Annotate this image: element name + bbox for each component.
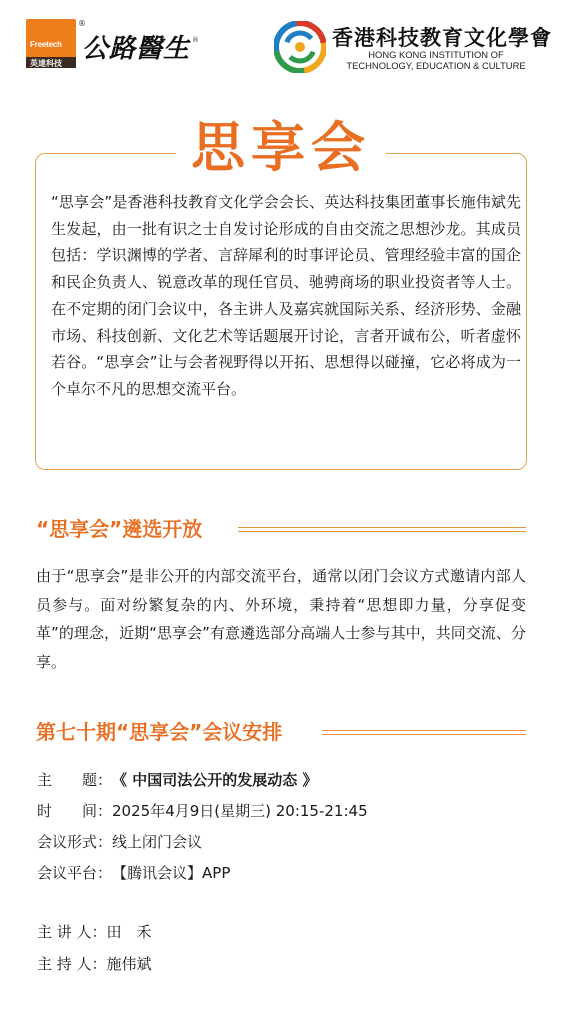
selection-paragraph: 由于“思享会”是非公开的内部交流平台，通常以闭门会议方式邀请内部人员参与。面对纷繁复杂的内、外环境，秉持着“思想即力量，分享促变革”的理念，近期“思享会”有意遴选部分高端人士参与其中，共同交流、分享。: [36, 567, 526, 671]
format-value: 线上闭门会议: [112, 833, 203, 851]
time-value: 2025年4月9日(星期三) 20:15-21:45: [112, 802, 368, 820]
hk-institution-en-name: [338, 49, 534, 71]
format-label: 会议形式：: [37, 833, 113, 851]
format-row: [37, 831, 202, 853]
speaker-row: [37, 921, 152, 943]
freetech-logo-en: Freetech: [30, 40, 62, 49]
time-label: 时 间：: [37, 802, 113, 820]
freetech-logo: [26, 19, 76, 68]
selection-section-heading: [36, 514, 526, 544]
topic-row: [37, 769, 317, 791]
registered-mark-2: ®: [192, 36, 199, 44]
host-row: [37, 953, 152, 975]
hk-en-line1: HONG KONG INSTITUTION OF: [368, 49, 504, 60]
host-label: 主 持 人：: [37, 955, 107, 973]
registered-mark: ®: [78, 19, 86, 28]
host-value: 施伟斌: [106, 955, 152, 973]
topic-label: 主 题：: [37, 771, 113, 789]
time-row: [37, 800, 368, 822]
intro-paragraph: “思享会”是香港科技教育文化学会会长、英达科技集团董事长施伟斌先生发起，由一批有识之士自发讨论形成的自由交流之思想沙龙。其成员包括：学识渊博的学者、言辞犀利的时事评论员、管理经验丰富的国企和民企负责人、锐意改革的现任官员、驰骋商场的职业投资者等人士。在不定期的闭门会议中，各主讲人及嘉宾就国际关系、经济形势、金融市场、科技创新、文化艺术等话题展开讨论，言者开诚布公，听者虚怀若谷。“思享会”让与会者视野得以开拓、思想得以碰撞，它必将成为一个卓尔不凡的思想交流平台。: [51, 193, 521, 398]
platform-label: 会议平台：: [37, 864, 113, 882]
road-doctor-logo: 公路醫生: [82, 34, 191, 64]
arrangement-heading-text: 第七十期“思享会”会议安排: [36, 720, 283, 744]
platform-row: [37, 862, 230, 884]
speaker-value: 田 禾: [106, 923, 152, 941]
heading-rule: [322, 730, 526, 735]
arrangement-section-heading: [36, 717, 526, 747]
speaker-label: 主 讲 人：: [37, 923, 107, 941]
hk-institution-cn-name: 香港科技教育文化學會: [332, 25, 552, 50]
heading-rule: [238, 527, 526, 532]
topic-value: 《 中国司法公开的发展动态 》: [112, 771, 318, 789]
hk-en-line2: TECHNOLOGY, EDUCATION & CULTURE: [346, 60, 526, 71]
hk-institution-emblem-icon: [274, 21, 326, 73]
platform-value: 【腾讯会议】APP: [112, 864, 231, 882]
selection-heading-text: “思享会”遴选开放: [36, 517, 203, 541]
page-title: 思享会: [176, 109, 386, 185]
freetech-logo-cn: 英達科技: [30, 59, 62, 68]
